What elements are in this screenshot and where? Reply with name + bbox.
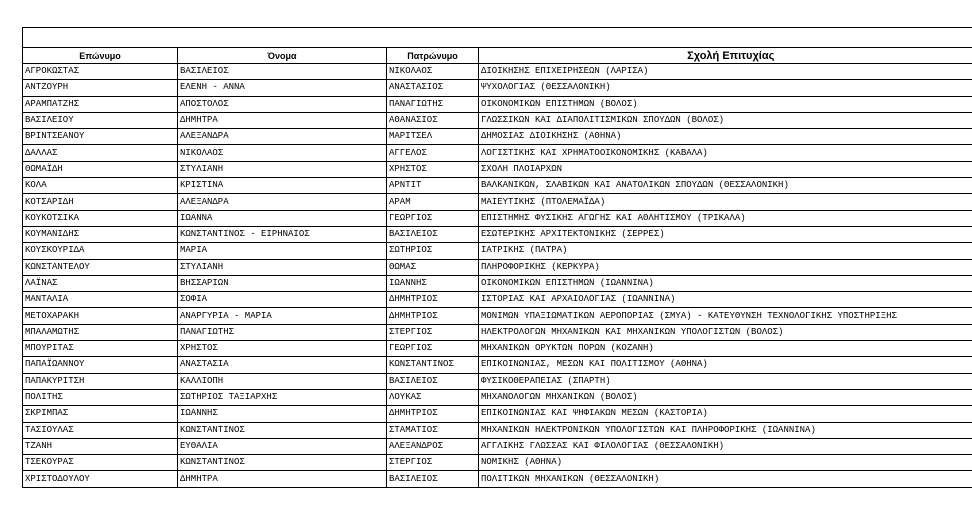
cell-first-name[interactable]: ΝΙΚΟΛΑΟΣ: [178, 145, 387, 161]
table-row: [23, 178, 972, 194]
cell-surname[interactable]: ΤΑΣΙΟΥΛΑΣ: [23, 422, 178, 438]
cell-first-name[interactable]: ΑΛΕΞΑΝΔΡΑ: [178, 129, 387, 145]
cell-first-name[interactable]: ΑΝΑΣΤΑΣΙΑ: [178, 357, 387, 373]
cell-first-name[interactable]: ΣΤΥΛΙΑΝΗ: [178, 161, 387, 177]
table-row: [23, 161, 972, 177]
cell-first-name[interactable]: ΔΗΜΗΤΡΑ: [178, 112, 387, 128]
table-row: [23, 275, 972, 291]
table-row: [23, 455, 972, 471]
header-school[interactable]: Σχολή Επιτυχίας: [479, 48, 972, 64]
table-row: [23, 112, 972, 128]
cell-school[interactable]: ΦΥΣΙΚΟΘΕΡΑΠΕΙΑΣ (ΣΠΑΡΤΗ): [479, 373, 972, 389]
cell-school[interactable]: ΙΑΤΡΙΚΗΣ (ΠΑΤΡΑ): [479, 243, 972, 259]
cell-first-name[interactable]: ΚΩΝΣΤΑΝΤΙΝΟΣ - ΕΙΡΗΝΑΙΟΣ: [178, 226, 387, 242]
cell-school[interactable]: ΟΙΚΟΝΟΜΙΚΩΝ ΕΠΙΣΤΗΜΩΝ (ΒΟΛΟΣ): [479, 96, 972, 112]
table-row: [23, 373, 972, 389]
cell-school[interactable]: ΨΥΧΟΛΟΓΙΑΣ (ΘΕΣΣΑΛΟΝΙΚΗ): [479, 80, 972, 96]
cell-surname[interactable]: ΠΑΠΑΚΥΡΙΤΣΗ: [23, 373, 178, 389]
cell-surname[interactable]: ΜΠΑΛΑΜΩΤΗΣ: [23, 324, 178, 340]
cell-school[interactable]: ΣΧΟΛΗ ΠΛΟΙΑΡΧΩΝ: [479, 161, 972, 177]
table-row: [23, 96, 972, 112]
cell-fathers-name[interactable]: ΑΓΓΕΛΟΣ: [387, 145, 479, 161]
cell-school[interactable]: ΝΟΜΙΚΗΣ (ΑΘΗΝΑ): [479, 455, 972, 471]
cell-fathers-name[interactable]: ΑΝΑΣΤΑΣΙΟΣ: [387, 80, 479, 96]
table-row: [23, 243, 972, 259]
cell-surname[interactable]: ΚΟΥΚΟΤΣΙΚΑ: [23, 210, 178, 226]
cell-school[interactable]: ΔΗΜΟΣΙΑΣ ΔΙΟΙΚΗΣΗΣ (ΑΘΗΝΑ): [479, 129, 972, 145]
cell-fathers-name[interactable]: ΒΑΣΙΛΕΙΟΣ: [387, 226, 479, 242]
cell-first-name[interactable]: ΣΟΦΙΑ: [178, 292, 387, 308]
cell-school[interactable]: ΒΑΛΚΑΝΙΚΩΝ, ΣΛΑΒΙΚΩΝ ΚΑΙ ΑΝΑΤΟΛΙΚΩΝ ΣΠΟΥΔΩΝ (ΘΕΣΣΑΛΟΝΙΚΗ): [479, 178, 972, 194]
cell-first-name[interactable]: ΑΝΑΡΓΥΡΙΑ - ΜΑΡΙΑ: [178, 308, 387, 324]
header-row: [23, 48, 972, 64]
table-row: [23, 194, 972, 210]
cell-first-name[interactable]: ΕΛΕΝΗ - ΑΝΝΑ: [178, 80, 387, 96]
table-row: [23, 210, 972, 226]
cell-fathers-name[interactable]: ΑΡΝΤΙΤ: [387, 178, 479, 194]
cell-first-name[interactable]: ΑΛΕΞΑΝΔΡΑ: [178, 194, 387, 210]
cell-school[interactable]: ΛΟΓΙΣΤΙΚΗΣ ΚΑΙ ΧΡΗΜΑΤΟΟΙΚΟΝΟΜΙΚΗΣ (ΚΑΒΑΛΑ): [479, 145, 972, 161]
cell-surname[interactable]: ΑΡΑΜΠΑΤΖΗΣ: [23, 96, 178, 112]
cell-first-name[interactable]: ΚΩΝΣΤΑΝΤΙΝΟΣ: [178, 422, 387, 438]
cell-first-name[interactable]: ΒΗΣΣΑΡΙΩΝ: [178, 275, 387, 291]
cell-fathers-name[interactable]: ΑΘΑΝΑΣΙΟΣ: [387, 112, 479, 128]
cell-fathers-name[interactable]: ΒΑΣΙΛΕΙΟΣ: [387, 373, 479, 389]
cell-first-name[interactable]: ΚΩΝΣΤΑΝΤΙΝΟΣ: [178, 455, 387, 471]
cell-school[interactable]: ΜΗΧΑΝΙΚΩΝ ΟΡΥΚΤΩΝ ΠΟΡΩΝ (ΚΟΖΑΝΗ): [479, 341, 972, 357]
cell-first-name[interactable]: ΠΑΝΑΓΙΩΤΗΣ: [178, 324, 387, 340]
table-row: [23, 406, 972, 422]
cell-fathers-name[interactable]: ΙΩΑΝΝΗΣ: [387, 275, 479, 291]
cell-school[interactable]: ΓΛΩΣΣΙΚΩΝ ΚΑΙ ΔΙΑΠΟΛΙΤΙΣΜΙΚΩΝ ΣΠΟΥΔΩΝ (ΒΟΛΟΣ): [479, 112, 972, 128]
table-row: [23, 308, 972, 324]
cell-fathers-name[interactable]: ΔΗΜΗΤΡΙΟΣ: [387, 292, 479, 308]
header-fathers-name[interactable]: Πατρώνυμο: [387, 48, 479, 64]
table-row: [23, 341, 972, 357]
cell-surname[interactable]: ΒΑΣΙΛΕΙΟΥ: [23, 112, 178, 128]
cell-school[interactable]: ΟΙΚΟΝΟΜΙΚΩΝ ΕΠΙΣΤΗΜΩΝ (ΙΩΑΝΝΙΝΑ): [479, 275, 972, 291]
cell-surname[interactable]: ΚΟΛΑ: [23, 178, 178, 194]
cell-surname[interactable]: ΚΩΝΣΤΑΝΤΕΛΟΥ: [23, 259, 178, 275]
table-row: [23, 292, 972, 308]
cell-school[interactable]: ΔΙΟΙΚΗΣΗΣ ΕΠΙΧΕΙΡΗΣΕΩΝ (ΛΑΡΙΣΑ): [479, 64, 972, 80]
cell-surname[interactable]: ΠΟΛΙΤΗΣ: [23, 389, 178, 405]
cell-first-name[interactable]: ΔΗΜΗΤΡΑ: [178, 471, 387, 487]
spreadsheet: [22, 27, 972, 488]
cell-surname[interactable]: ΚΟΥΜΑΝΙΔΗΣ: [23, 226, 178, 242]
cell-first-name[interactable]: ΙΩΑΝΝΑ: [178, 210, 387, 226]
cell-first-name[interactable]: ΧΡΗΣΤΟΣ: [178, 341, 387, 357]
cell-first-name[interactable]: ΕΥΘΑΛΙΑ: [178, 438, 387, 454]
cell-surname[interactable]: ΔΑΛΛΑΣ: [23, 145, 178, 161]
table-body: [23, 64, 972, 488]
cell-surname[interactable]: ΘΩΜΑΪΔΗ: [23, 161, 178, 177]
cell-fathers-name[interactable]: ΓΕΩΡΓΙΟΣ: [387, 341, 479, 357]
cell-first-name[interactable]: ΚΑΛΛΙΟΠΗ: [178, 373, 387, 389]
cell-first-name[interactable]: ΣΤΥΛΙΑΝΗ: [178, 259, 387, 275]
cell-fathers-name[interactable]: ΜΑΡΙΤΣΕΛ: [387, 129, 479, 145]
results-table: [22, 48, 972, 488]
cell-surname[interactable]: ΠΑΠΑΪΩΑΝΝΟΥ: [23, 357, 178, 373]
cell-surname[interactable]: ΜΕΤΟΧΑΡΑΚΗ: [23, 308, 178, 324]
cell-fathers-name[interactable]: ΣΤΕΡΓΙΟΣ: [387, 324, 479, 340]
cell-school[interactable]: ΜΗΧΑΝΙΚΩΝ ΗΛΕΚΤΡΟΝΙΚΩΝ ΥΠΟΛΟΓΙΣΤΩΝ ΚΑΙ ΠΛΗΡΟΦΟΡΙΚΗΣ (ΙΩΑΝΝΙΝΑ): [479, 422, 972, 438]
cell-surname[interactable]: ΤΖΑΝΗ: [23, 438, 178, 454]
table-row: [23, 471, 972, 487]
cell-first-name[interactable]: ΣΩΤΗΡΙΟΣ ΤΑΞΙΑΡΧΗΣ: [178, 389, 387, 405]
cell-school[interactable]: ΙΣΤΟΡΙΑΣ ΚΑΙ ΑΡΧΑΙΟΛΟΓΙΑΣ (ΙΩΑΝΝΙΝΑ): [479, 292, 972, 308]
table-row: [23, 80, 972, 96]
cell-fathers-name[interactable]: ΚΩΝΣΤΑΝΤΙΝΟΣ: [387, 357, 479, 373]
cell-surname[interactable]: ΧΡΙΣΤΟΔΟΥΛΟΥ: [23, 471, 178, 487]
cell-surname[interactable]: ΒΡΙΝΤΣΕΑΝΟΥ: [23, 129, 178, 145]
cell-fathers-name[interactable]: ΣΤΕΡΓΙΟΣ: [387, 455, 479, 471]
table-row: [23, 422, 972, 438]
cell-first-name[interactable]: ΑΠΟΣΤΟΛΟΣ: [178, 96, 387, 112]
cell-first-name[interactable]: ΜΑΡΙΑ: [178, 243, 387, 259]
cell-school[interactable]: ΕΠΙΚΟΙΝΩΝΙΑΣ, ΜΕΣΩΝ ΚΑΙ ΠΟΛΙΤΙΣΜΟΥ (ΑΘΗΝΑ): [479, 357, 972, 373]
table-row: [23, 389, 972, 405]
table-row: [23, 438, 972, 454]
cell-fathers-name[interactable]: ΓΕΩΡΓΙΟΣ: [387, 210, 479, 226]
cell-school[interactable]: ΜΑΙΕΥΤΙΚΗΣ (ΠΤΟΛΕΜΑΪΔΑ): [479, 194, 972, 210]
cell-school[interactable]: ΠΛΗΡΟΦΟΡΙΚΗΣ (ΚΕΡΚΥΡΑ): [479, 259, 972, 275]
empty-title-row[interactable]: [22, 27, 972, 48]
cell-surname[interactable]: ΑΝΤΖΟΥΡΗ: [23, 80, 178, 96]
table-row: [23, 129, 972, 145]
cell-surname[interactable]: ΚΟΥΣΚΟΥΡΙΔΑ: [23, 243, 178, 259]
cell-fathers-name[interactable]: ΣΩΤΗΡΙΟΣ: [387, 243, 479, 259]
cell-fathers-name[interactable]: ΑΡΑΜ: [387, 194, 479, 210]
cell-first-name[interactable]: ΒΑΣΙΛΕΙΟΣ: [178, 64, 387, 80]
cell-fathers-name[interactable]: ΔΗΜΗΤΡΙΟΣ: [387, 406, 479, 422]
table-row: [23, 259, 972, 275]
cell-surname[interactable]: ΜΠΟΥΡΙΤΑΣ: [23, 341, 178, 357]
table-row: [23, 226, 972, 242]
cell-surname[interactable]: ΜΑΝΤΑΛΙΑ: [23, 292, 178, 308]
cell-fathers-name[interactable]: ΔΗΜΗΤΡΙΟΣ: [387, 308, 479, 324]
table-row: [23, 64, 972, 80]
cell-fathers-name[interactable]: ΣΤΑΜΑΤΙΟΣ: [387, 422, 479, 438]
table-row: [23, 324, 972, 340]
cell-fathers-name[interactable]: ΒΑΣΙΛΕΙΟΣ: [387, 471, 479, 487]
cell-surname[interactable]: ΚΟΤΣΑΡΙΔΗ: [23, 194, 178, 210]
cell-surname[interactable]: ΣΚΡΙΜΠΑΣ: [23, 406, 178, 422]
header-first-name[interactable]: Όνομα: [178, 48, 387, 64]
cell-fathers-name[interactable]: ΛΟΥΚΑΣ: [387, 389, 479, 405]
cell-school[interactable]: ΕΣΩΤΕΡΙΚΗΣ ΑΡΧΙΤΕΚΤΟΝΙΚΗΣ (ΣΕΡΡΕΣ): [479, 226, 972, 242]
cell-fathers-name[interactable]: ΠΑΝΑΓΙΩΤΗΣ: [387, 96, 479, 112]
table-row: [23, 145, 972, 161]
cell-school[interactable]: ΠΟΛΙΤΙΚΩΝ ΜΗΧΑΝΙΚΩΝ (ΘΕΣΣΑΛΟΝΙΚΗ): [479, 471, 972, 487]
cell-fathers-name[interactable]: ΘΩΜΑΣ: [387, 259, 479, 275]
cell-school[interactable]: ΜΗΧΑΝΟΛΟΓΩΝ ΜΗΧΑΝΙΚΩΝ (ΒΟΛΟΣ): [479, 389, 972, 405]
header-surname[interactable]: Επώνυμο: [23, 48, 178, 64]
cell-surname[interactable]: ΤΣΕΚΟΥΡΑΣ: [23, 455, 178, 471]
cell-fathers-name[interactable]: ΝΙΚΟΛΑΟΣ: [387, 64, 479, 80]
cell-surname[interactable]: ΑΓΡΟΚΩΣΤΑΣ: [23, 64, 178, 80]
cell-first-name[interactable]: ΚΡΙΣΤΙΝΑ: [178, 178, 387, 194]
cell-school[interactable]: ΕΠΙΚΟΙΝΩΝΙΑΣ ΚΑΙ ΨΗΦΙΑΚΩΝ ΜΕΣΩΝ (ΚΑΣΤΟΡΙΑ): [479, 406, 972, 422]
cell-school[interactable]: ΕΠΙΣΤΗΜΗΣ ΦΥΣΙΚΗΣ ΑΓΩΓΗΣ ΚΑΙ ΑΘΛΗΤΙΣΜΟΥ (ΤΡΙΚΑΛΑ): [479, 210, 972, 226]
cell-school[interactable]: ΗΛΕΚΤΡΟΛΟΓΩΝ ΜΗΧΑΝΙΚΩΝ ΚΑΙ ΜΗΧΑΝΙΚΩΝ ΥΠΟΛΟΓΙΣΤΩΝ (ΒΟΛΟΣ): [479, 324, 972, 340]
cell-school[interactable]: ΜΟΝΙΜΩΝ ΥΠΑΞΙΩΜΑΤΙΚΩΝ ΑΕΡΟΠΟΡΙΑΣ (ΣΜΥΑ) - ΚΑΤΕΥΘΥΝΣΗ ΤΕΧΝΟΛΟΓΙΚΗΣ ΥΠΟΣΤΗΡΙΞΗΣ: [479, 308, 972, 324]
cell-fathers-name[interactable]: ΧΡΗΣΤΟΣ: [387, 161, 479, 177]
table-row: [23, 357, 972, 373]
cell-school[interactable]: ΑΓΓΛΙΚΗΣ ΓΛΩΣΣΑΣ ΚΑΙ ΦΙΛΟΛΟΓΙΑΣ (ΘΕΣΣΑΛΟΝΙΚΗ): [479, 438, 972, 454]
cell-first-name[interactable]: ΙΩΑΝΝΗΣ: [178, 406, 387, 422]
cell-fathers-name[interactable]: ΑΛΕΞΑΝΔΡΟΣ: [387, 438, 479, 454]
cell-surname[interactable]: ΛΑΪΝΑΣ: [23, 275, 178, 291]
